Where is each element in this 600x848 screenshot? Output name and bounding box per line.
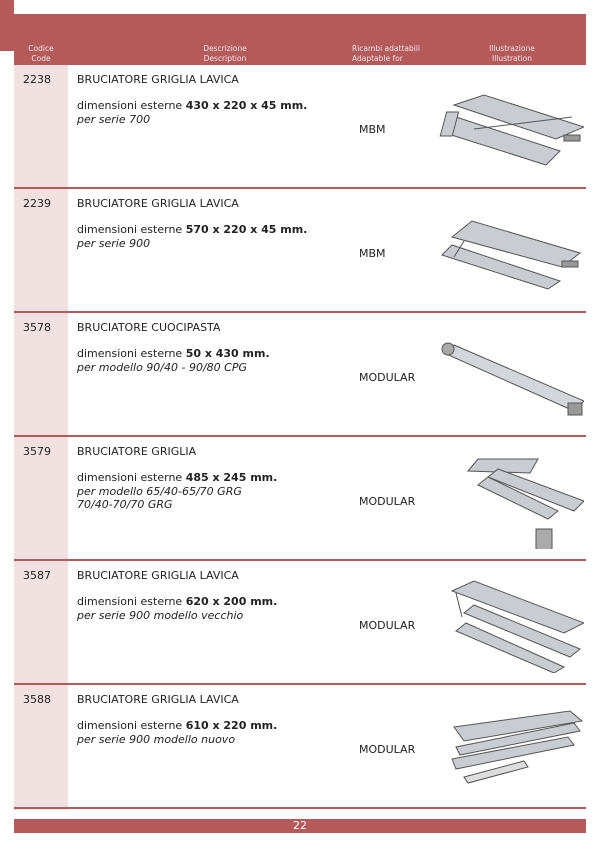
- product-title: BRUCIATORE GRIGLIA LAVICA: [77, 693, 239, 706]
- header-tab: [0, 0, 14, 51]
- product-code: 3587: [23, 569, 51, 582]
- product-note: per serie 900: [77, 237, 151, 250]
- table-row: [14, 65, 586, 189]
- header-code: [14, 44, 68, 64]
- header-illus-en: Illustration: [491, 54, 533, 63]
- product-note: per modello 65/40-65/70 GRG 70/40-70/70 GRG: [77, 485, 242, 511]
- product-title: BRUCIATORE GRIGLIA LAVICA: [77, 197, 239, 210]
- row-divider: [14, 807, 586, 809]
- page-number: 22: [14, 819, 586, 833]
- product-brand: MODULAR: [359, 371, 416, 384]
- header-adapt-en: Adaptable for: [352, 54, 403, 63]
- product-title: BRUCIATORE GRIGLIA LAVICA: [77, 569, 239, 582]
- product-title: BRUCIATORE GRIGLIA: [77, 445, 197, 458]
- header-illus-it: Illustrazione: [489, 44, 535, 53]
- header-adaptable: [352, 44, 436, 64]
- product-brand: MODULAR: [359, 619, 416, 632]
- table-row: [14, 189, 586, 313]
- table-row: [14, 561, 586, 685]
- product-note: per modello 90/40 - 90/80 CPG: [77, 361, 248, 374]
- table-row: [14, 685, 586, 809]
- header-description: [150, 44, 300, 64]
- product-title: BRUCIATORE GRIGLIA LAVICA: [77, 73, 239, 86]
- header-illustration: [470, 44, 554, 64]
- product-note: per serie 900 modello vecchio: [77, 609, 244, 622]
- product-code: 3588: [23, 693, 51, 706]
- burner-icon: [434, 449, 584, 549]
- product-code: 3579: [23, 445, 51, 458]
- burner-icon: [434, 573, 584, 673]
- product-brand: MODULAR: [359, 495, 416, 508]
- header-code-en: Code: [31, 54, 51, 63]
- table-row: [14, 313, 586, 437]
- table-row: [14, 437, 586, 561]
- product-dimensions: dimensioni esterne 485 x 245 mm.: [77, 471, 278, 484]
- tube-burner-icon: [434, 325, 584, 425]
- product-code: 3578: [23, 321, 51, 334]
- product-dimensions: dimensioni esterne 620 x 200 mm.: [77, 595, 278, 608]
- header-desc-en: Description: [203, 54, 247, 63]
- product-note: per serie 700: [77, 113, 151, 126]
- product-dimensions: dimensioni esterne 430 x 220 x 45 mm.: [77, 99, 308, 112]
- header-code-it: Codice: [28, 44, 54, 53]
- product-brand: MODULAR: [359, 743, 416, 756]
- burner-icon: [434, 697, 584, 797]
- product-code: 2239: [23, 197, 51, 210]
- product-title: BRUCIATORE CUOCIPASTA: [77, 321, 221, 334]
- burner-icon: [434, 77, 584, 177]
- burner-icon: [434, 201, 584, 301]
- header-adapt-it: Ricambi adattabili: [352, 44, 420, 53]
- product-dimensions: dimensioni esterne 50 x 430 mm.: [77, 347, 270, 360]
- product-code: 2238: [23, 73, 51, 86]
- product-dimensions: dimensioni esterne 570 x 220 x 45 mm.: [77, 223, 308, 236]
- product-note: per serie 900 modello nuovo: [77, 733, 236, 746]
- product-dimensions: dimensioni esterne 610 x 220 mm.: [77, 719, 278, 732]
- product-brand: MBM: [359, 123, 386, 136]
- header-desc-it: Descrizione: [203, 44, 247, 53]
- product-brand: MBM: [359, 247, 386, 260]
